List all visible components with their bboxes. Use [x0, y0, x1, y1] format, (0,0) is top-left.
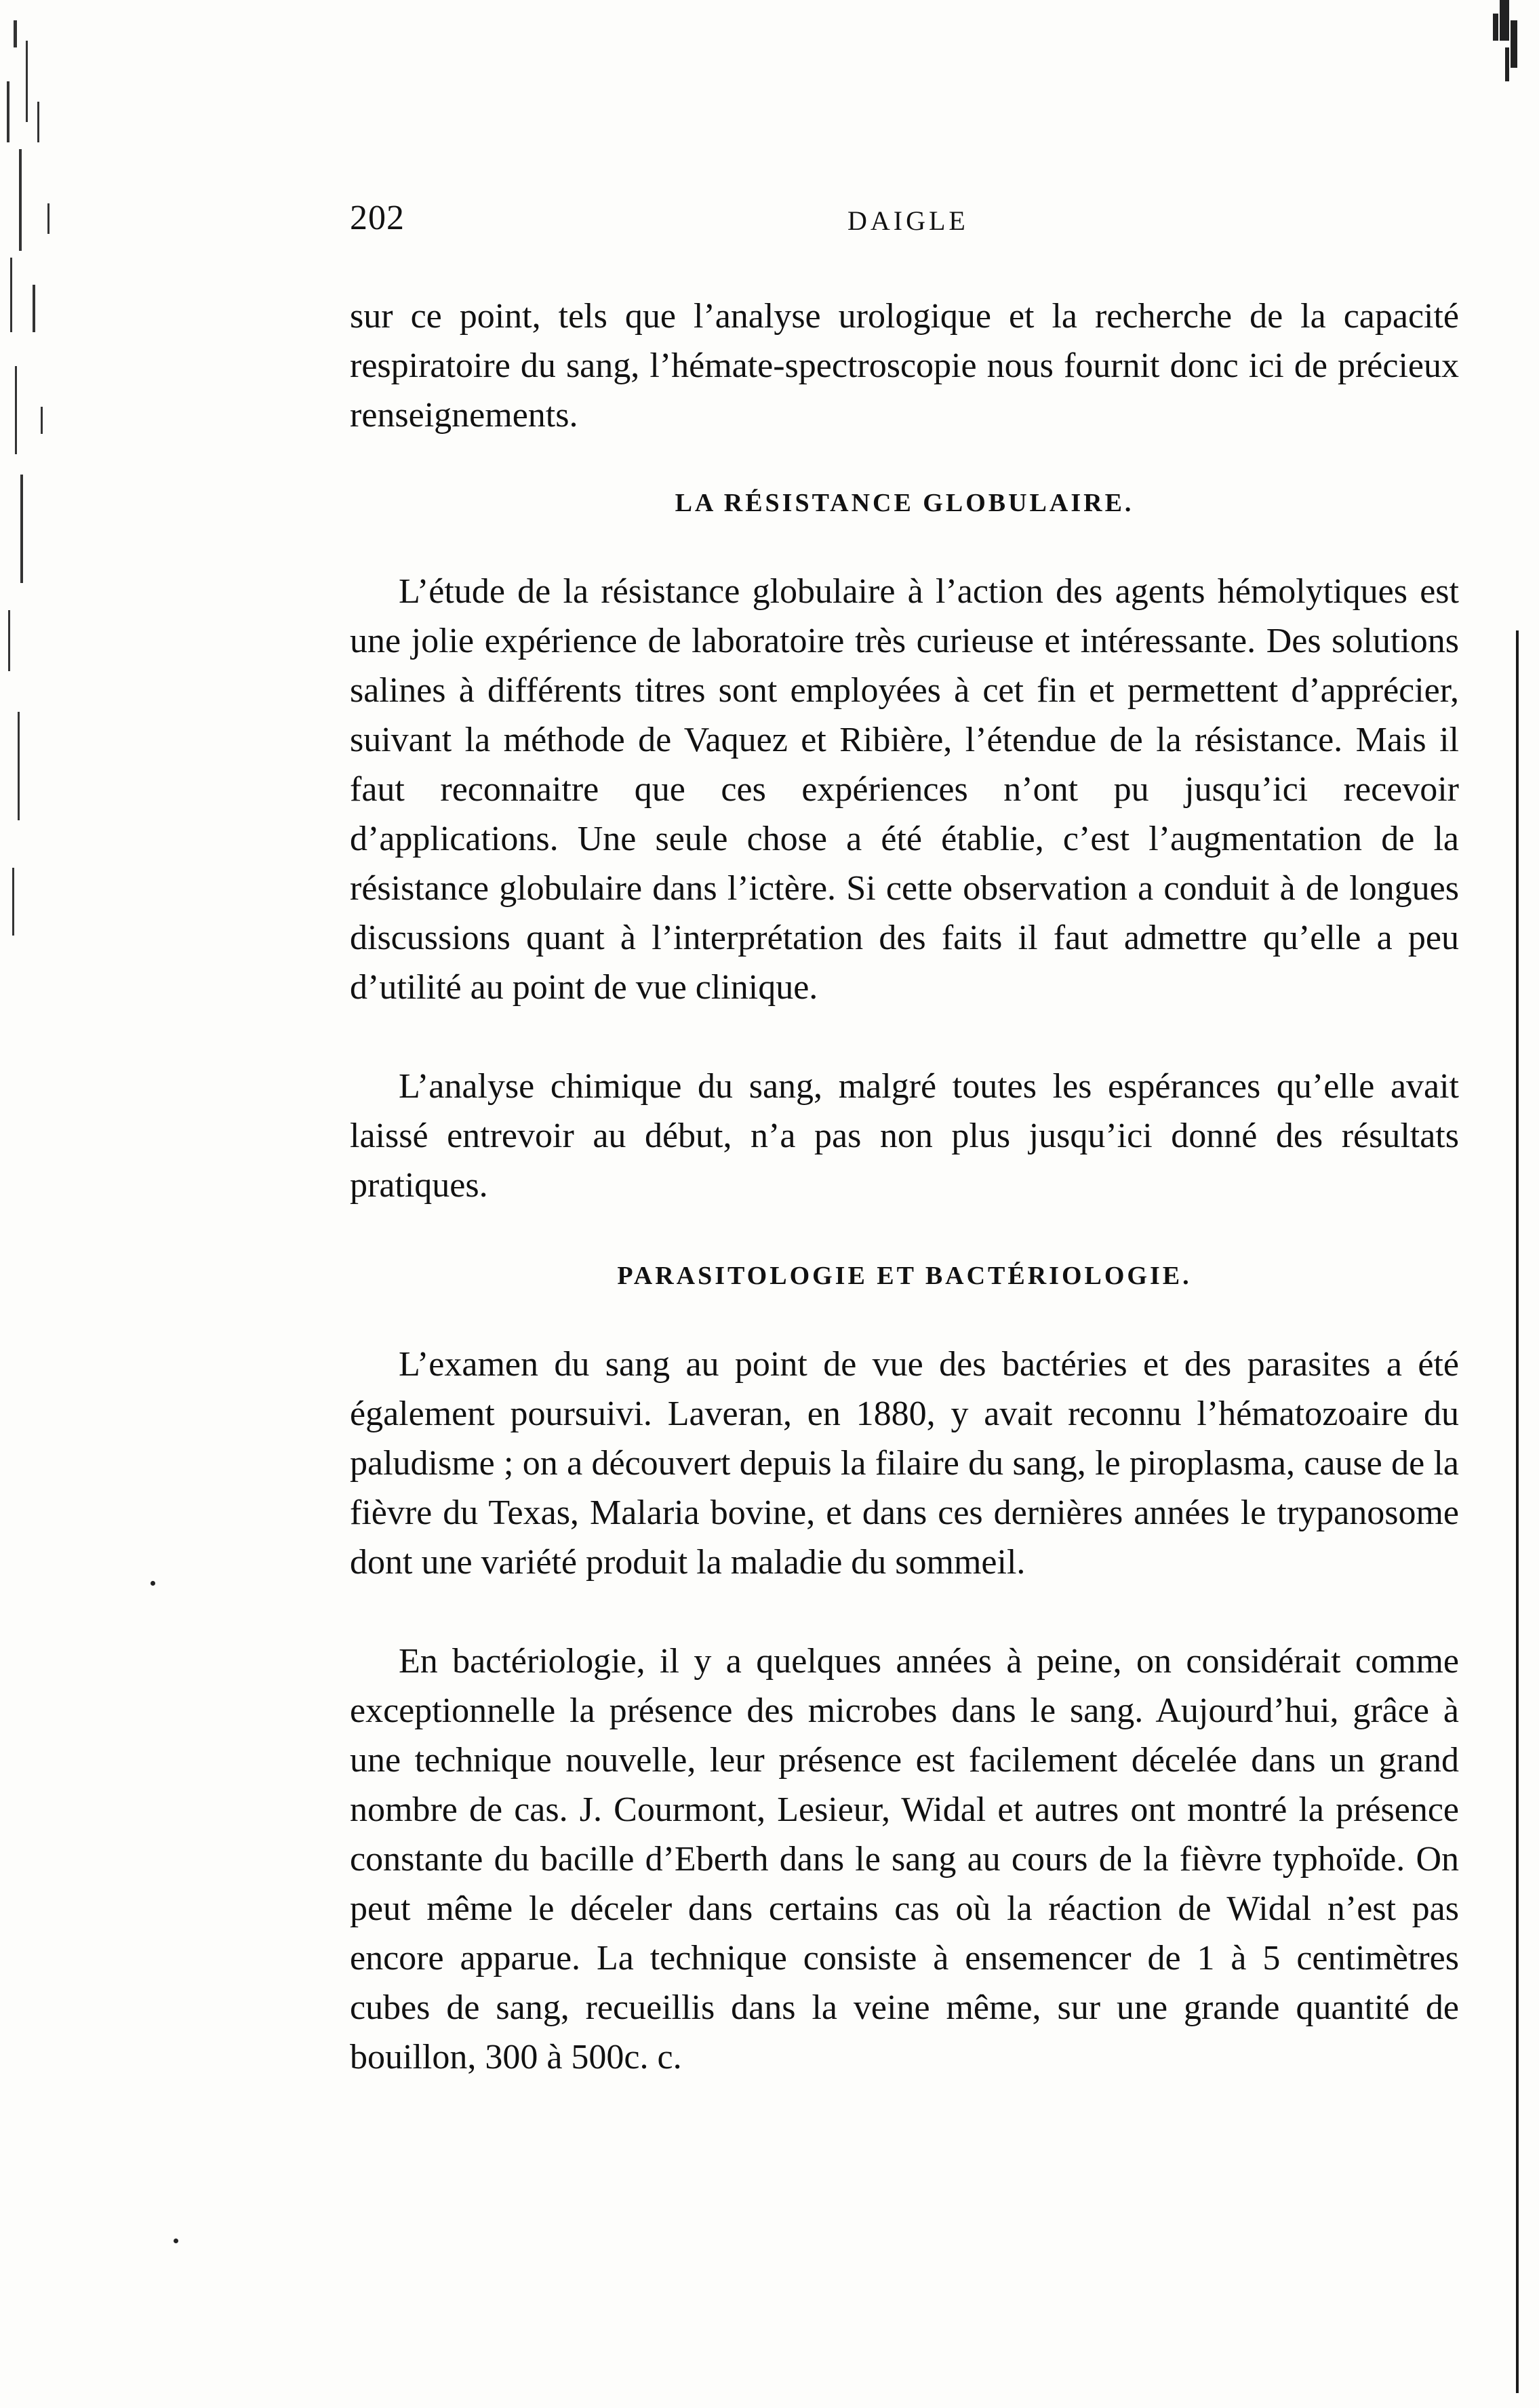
running-title: DAIGLE — [847, 205, 969, 236]
paragraph-parasites: L’examen du sang au point de vue des bactéries et des parasites a été également poursuivi. Laveran, en 1880, y avait reconnu l’hématozoaire du paludisme ; on a découvert depuis la filaire du sang, le piroplasma, cause de la fièvre du Texas, Malaria bovine, et dans ces dernières années le trypanosome dont une variété produit la maladie du sommeil. — [350, 1345, 1459, 1582]
paragraph-bacteriology: En bactériologie, il y a quelques années à peine, on considérait comme exceptionnelle la présence des microbes dans le sang. Aujourd’hui, grâce à une technique nouvelle, leur présence est facilement décelée dans un grand nombre de cas. J. Courmont, Lesieur, Widal et autres ont montré la présence constante du bacille d’Eberth dans le sang au cours de la fièvre typhoïde. On peut même le déceler dans certains cas où la réaction de Widal n’est pas encore apparue. La technique consiste à ensemencer de 1 à 5 centimètres cubes de sang, recueillis dans la veine même, sur une grande quantité de bouillon, 300 à 500c. c. — [350, 1642, 1459, 2076]
paragraph-resistance: L’étude de la résistance globulaire à l’action des agents hémolytiques est une jolie expérience de laboratoire très curieuse et intéressante. Des solutions salines à différents titres sont employées à cet fin et permettent d’apprécier, suivant la méthode de Vaquez et Ribière, l’étendue de la résistance. Mais il faut reconnaitre que ces expériences n’ont pu jusqu’ici recevoir d’applications. Une seule chose a été établie, c’est l’augmentation de la résistance globulaire dans l’ictère. Si cette observation a conduit à de longues discussions quant à l’interprétation des faits il faut admettre qu’elle a peu d’utilité au point de vue clinique. — [350, 572, 1459, 1007]
page-edge-line — [1515, 630, 1520, 2393]
scan-dust-dot — [151, 1581, 155, 1586]
page-edge-mark — [1486, 0, 1527, 95]
gutter-scan-artifacts — [0, 0, 75, 1017]
scan-dust-dot — [174, 2239, 178, 2243]
running-head — [350, 198, 990, 245]
paragraph-intro-continuation: sur ce point, tels que l’analyse urologique et la recherche de la capacité respiratoire du sang, l’hémate-spectroscopie nous fournit donc ici de précieux renseignements. — [350, 297, 1459, 435]
paragraph-chemical-analysis: L’analyse chimique du sang, malgré toutes les espérances qu’elle avait laissé entrevoir au début, n’a pas non plus jusqu’ici donné des résultats pratiques. — [350, 1067, 1459, 1205]
section-heading-resistance: LA RÉSISTANCE GLOBULAIRE. — [675, 489, 1134, 517]
section-heading-parasitology: PARASITOLOGIE ET BACTÉRIOLOGIE. — [617, 1262, 1192, 1290]
page-number: 202 — [350, 199, 405, 237]
